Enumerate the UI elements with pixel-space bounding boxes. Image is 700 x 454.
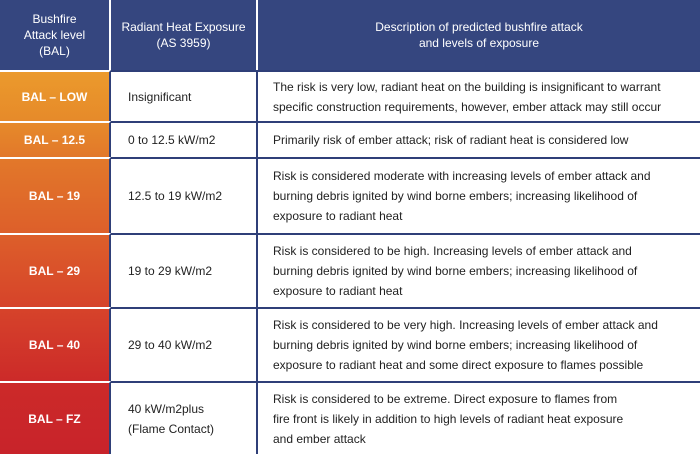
header-radiant-heat: Radiant Heat Exposure (AS 3959) (111, 0, 258, 70)
bal-cell: BAL – 29 (0, 233, 111, 307)
description-cell: Risk is considered to be extreme. Direct exposure to flames from fire front is likely in addition to high levels of radiant heat exposure and ember attack (258, 381, 700, 454)
bal-cell: BAL – 19 (0, 157, 111, 233)
exposure-cell: 19 to 29 kW/m2 (111, 233, 258, 307)
exposure-cell: 12.5 to 19 kW/m2 (111, 157, 258, 233)
description-cell: The risk is very low, radiant heat on the building is insignificant to warrant specific construction requirements, however, ember attack may still occur (258, 70, 700, 121)
bal-cell: BAL – 12.5 (0, 121, 111, 157)
bal-cell: BAL – LOW (0, 70, 111, 121)
description-cell: Risk is considered to be high. Increasing levels of ember attack and burning debris ignited by wind borne embers; increasing likelihood of exposure to radiant heat (258, 233, 700, 307)
header-description: Description of predicted bushfire attack and levels of exposure (258, 0, 700, 70)
exposure-cell: Insignificant (111, 70, 258, 121)
exposure-cell: 0 to 12.5 kW/m2 (111, 121, 258, 157)
exposure-cell: 29 to 40 kW/m2 (111, 307, 258, 381)
exposure-cell: 40 kW/m2plus (Flame Contact) (111, 381, 258, 454)
bal-cell: BAL – 40 (0, 307, 111, 381)
header-bal-level: Bushfire Attack level (BAL) (0, 0, 111, 70)
bal-cell: BAL – FZ (0, 381, 111, 454)
description-cell: Primarily risk of ember attack; risk of radiant heat is considered low (258, 121, 700, 157)
description-cell: Risk is considered moderate with increasing levels of ember attack and burning debris ignited by wind borne embers; increasing likelihood of exposure to radiant heat (258, 157, 700, 233)
description-cell: Risk is considered to be very high. Increasing levels of ember attack and burning debris ignited by wind borne embers; increasing likelihood of exposure to radiant heat and some direct exposure to flames possible (258, 307, 700, 381)
